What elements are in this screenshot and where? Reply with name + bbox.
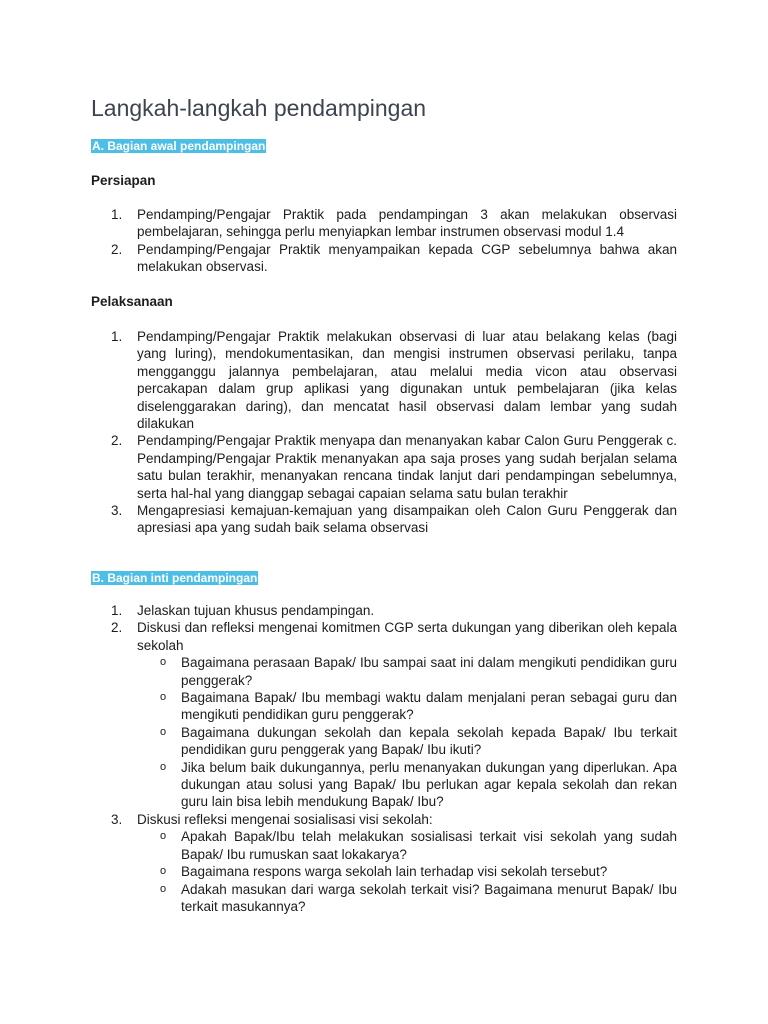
bullet-marker: o [160, 865, 167, 878]
sub-list-item-text: Jika belum baik dukungannya, perlu menanyakan dukungan yang diperlukan. Apa dukungan atau solusi yang Bapak/ Ibu perlukan agar kepala sekolah dan rekan guru lain bisa lebih mendukung Bapak/ Ibu? [181, 759, 677, 810]
list-number: 1. [111, 329, 123, 344]
list-number: 1. [111, 603, 123, 618]
pelaksanaan-heading: Pelaksanaan [91, 294, 173, 309]
sub-list-item [137, 828, 677, 863]
list-item-text: Pendamping/Pengajar Praktik melakukan observasi di luar atau belakang kelas (bagi yang luring), mendokumentasikan, dan mengisi instrumen observasi perilaku, tanpa mengganggu jalannya pembelajaran, atau melalui media vicon atau observasi percakapan dalam grup aplikasi yang digunakan untuk pembelajaran (jika kelas diselenggarakan daring), dan mencatat hasil observasi dalam lembar yang sudah dilakukan [137, 329, 677, 432]
sub-list-item-text: Bagaimana dukungan sekolah dan kepala sekolah kepada Bapak/ Ibu terkait pendidikan guru penggerak yang Bapak/ Ibu ikuti? [181, 724, 677, 758]
sub-list-item-text: Bagaimana perasaan Bapak/ Ibu sampai saat ini dalam mengikuti pendidikan guru penggerak? [181, 655, 677, 688]
section-b-list [91, 602, 677, 915]
bullet-marker: o [160, 725, 167, 738]
bullet-marker: o [160, 830, 167, 843]
list-item [91, 602, 677, 619]
sub-list-item [137, 689, 677, 724]
list-number: 1. [111, 207, 123, 222]
list-item [91, 811, 677, 915]
list-item [91, 432, 677, 502]
sub-list-item [137, 724, 677, 759]
list-item-text: Diskusi refleksi mengenai sosialisasi visi sekolah: [137, 811, 433, 827]
section-b-heading: B. Bagian inti pendampingan [92, 571, 258, 585]
bullet-marker: o [160, 882, 167, 895]
list-item [91, 241, 677, 276]
page-title: Langkah-langkah pendampingan [91, 95, 427, 121]
list-number: 2. [111, 620, 123, 636]
sub-list-item-text: Adakah masukan dari warga sekolah terkait visi? Bagaimana menurut Bapak/ Ibu terkait masukannya? [181, 881, 677, 914]
list-item-text: Pendamping/Pengajar Praktik pada pendampingan 3 akan melakukan observasi pembelajaran, sehingga perlu menyiapkan lembar instrumen observasi modul 1.4 [137, 207, 677, 240]
list-item-text: Pendamping/Pengajar Praktik menyampaikan kepada CGP sebelumnya bahwa akan melakukan observasi. [137, 241, 677, 275]
sub-list [137, 654, 677, 811]
list-number: 3. [111, 811, 123, 827]
sub-list-item-text: Bagaimana Bapak/ Ibu membagi waktu dalam menjalani peran sebagai guru dan mengikuti pendidikan guru penggerak? [181, 690, 677, 723]
bullet-marker: o [160, 656, 167, 669]
bullet-marker: o [160, 691, 167, 704]
list-number: 3. [111, 503, 123, 519]
persiapan-list [91, 206, 677, 276]
list-item-text: Diskusi dan refleksi mengenai komitmen CGP serta dukungan yang diberikan oleh kepala sekolah [137, 620, 677, 653]
list-item [91, 502, 677, 537]
sub-list [137, 828, 677, 915]
persiapan-heading: Persiapan [91, 173, 156, 188]
list-number: 2. [111, 241, 123, 257]
list-item [91, 619, 677, 810]
list-number: 2. [111, 433, 123, 449]
sub-list-item [137, 654, 677, 689]
section-a-heading: A. Bagian awal pendampingan [92, 139, 266, 153]
list-item-text: Mengapresiasi kemajuan-kemajuan yang disampaikan oleh Calon Guru Penggerak dan apresiasi apa yang sudah baik selama observasi [137, 503, 677, 536]
sub-list-item [137, 863, 677, 880]
sub-list-item [137, 759, 677, 811]
list-item [91, 328, 677, 432]
list-item [91, 206, 677, 241]
list-item-text: Pendamping/Pengajar Praktik menyapa dan menanyakan kabar Calon Guru Penggerak c. Pendamping/Pengajar Praktik menanyakan apa saja proses yang sudah berjalan selama satu bulan terakhir, menanyakan rencana tindak lanjut dari pendampingan sebelumnya, serta hal-hal yang dianggap sebagai capaian selama satu bulan terakhir [137, 433, 677, 501]
list-item-text: Jelaskan tujuan khusus pendampingan. [137, 603, 375, 618]
bullet-marker: o [160, 760, 167, 773]
sub-list-item-text: Bagaimana respons warga sekolah lain terhadap visi sekolah tersebut? [181, 864, 608, 880]
pelaksanaan-list [91, 328, 677, 537]
sub-list-item [137, 881, 677, 916]
sub-list-item-text: Apakah Bapak/Ibu telah melakukan sosialisasi terkait visi sekolah yang sudah Bapak/ Ibu rumuskan saat lokakarya? [181, 829, 677, 862]
